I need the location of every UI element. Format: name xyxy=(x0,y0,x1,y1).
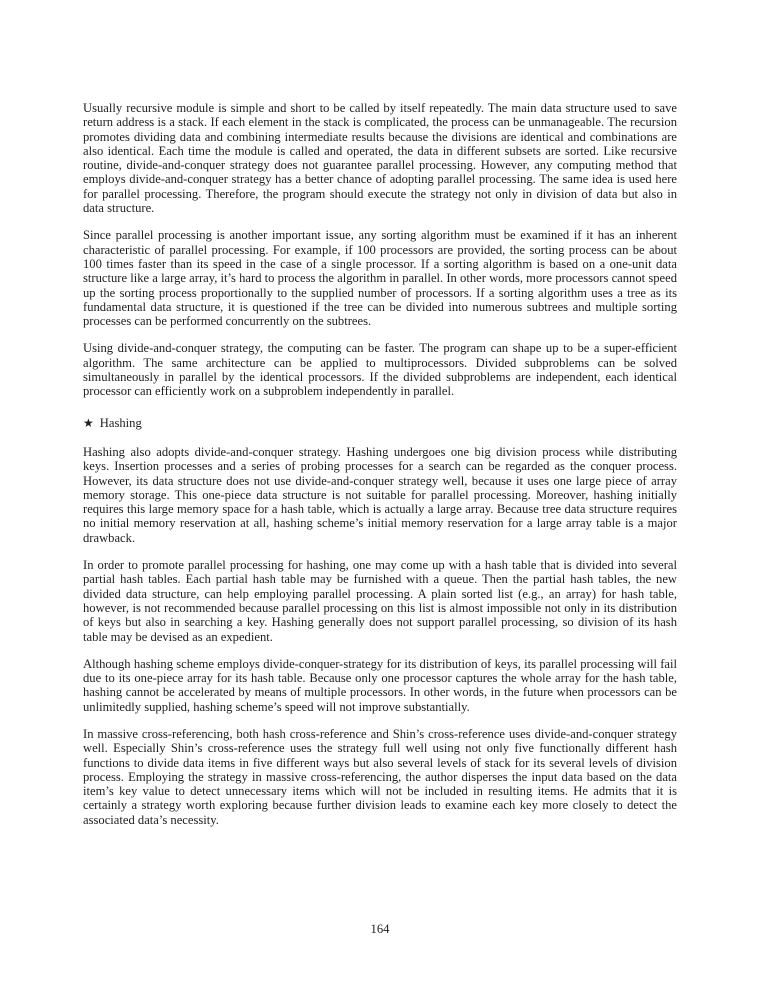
star-icon: ★ xyxy=(83,415,94,430)
page-content xyxy=(83,101,677,840)
section-title: Hashing xyxy=(99,415,142,430)
paragraph-partial-hash-tables: In order to promote parallel processing for hashing, one may come up with a hash table that is divided into several partial hash tables. Each partial hash table may be furnished with a queue. Then the partial hash tables, the new divided data structure, can help employing parallel processing. A plain sorted list (e.g., an array) for hash table, however, is not recommended because parallel processing on this list is almost impossible not only in its distribution of keys but also in searching a key. Hashing generally does not support parallel processing, so division of its hash table may be devised as an expedient. xyxy=(83,558,677,644)
page-number: 164 xyxy=(370,922,390,936)
paragraph-recursive-module: Usually recursive module is simple and short to be called by itself repeatedly. The main data structure used to save return address is a stack. If each element in the stack is complicated, the process can be unmanageable. The recursion promotes dividing data and combining intermediate results because the divisions are identical and combinations are also identical. Each time the module is called and operated, the data in different subsets are sorted. Like recursive routine, divide-and-conquer strategy does not guarantee parallel processing. However, any computing method that employs divide-and-conquer strategy has a better chance of adopting parallel processing. The same idea is used here for parallel processing. Therefore, the program should execute the strategy not only in division of data but also in data structure. xyxy=(83,101,677,216)
paragraph-hashing-limits: Although hashing scheme employs divide-conquer-strategy for its distribution of keys, its parallel processing will fail due to its one-piece array for its hash table. Because only one processor captures the whole array for the hash table, hashing cannot be accelerated by means of multiple processors. In other words, in the future when processors can be unlimitedly supplied, hashing scheme’s speed will not improve substantially. xyxy=(83,656,677,714)
paragraph-parallel-processing: Since parallel processing is another important issue, any sorting algorithm must be examined if it has an inherent characteristic of parallel processing. For example, if 100 processors are provided, the sorting process can be about 100 times faster than its speed in the case of a single processor. If a sorting algorithm is based on a one-unit data structure like a large array, it’s hard to process the algorithm in parallel. In other words, more processors cannot speed up the sorting process proportionally to the supplied number of processors. If a sorting algorithm uses a tree as its fundamental data structure, it is questioned if the tree can be divided into numerous subtrees and multiple sorting processes can be performed concurrently on the subtrees. xyxy=(83,228,677,329)
paragraph-cross-referencing: In massive cross-referencing, both hash cross-reference and Shin’s cross-reference uses divide-and-conquer strategy well. Especially Shin’s cross-reference uses the strategy full well using not only five functionally different hash functions to divide data items in five different ways but also several levels of stack for its several levels of division process. Employing the strategy in massive cross-referencing, the author disperses the input data based on the data item’s key value to detect unnecessary items which will not be included in resulting items. He admits that it is certainly a strategy worth exploring because further division leads to examine each key more closely to detect the associated data’s necessity. xyxy=(83,726,677,827)
paragraph-divide-and-conquer: Using divide-and-conquer strategy, the computing can be faster. The program can shape up to be a super-efficient algorithm. The same architecture can be applied to multiprocessors. Divided subproblems can be solved simultaneously in parallel by the identical processors. If the divided subproblems are independent, each identical processor can efficiently work on a subproblem independently in parallel. xyxy=(83,341,677,399)
section-heading-hashing xyxy=(83,416,677,430)
paragraph-hashing-adopts: Hashing also adopts divide-and-conquer strategy. Hashing undergoes one big division process while distributing keys. Insertion processes and a series of probing processes for a search can be regarded as the conquer process. However, its data structure does not use divide-and-conquer strategy well, because it uses one large piece of array memory storage. This one-piece data structure is not suitable for parallel processing. Moreover, hashing initially requires this large memory space for a hash table, which is actually a large array. Because tree data structure requires no initial memory reservation at all, hashing scheme’s initial memory reservation for a large array table is a major drawback. xyxy=(83,444,677,545)
